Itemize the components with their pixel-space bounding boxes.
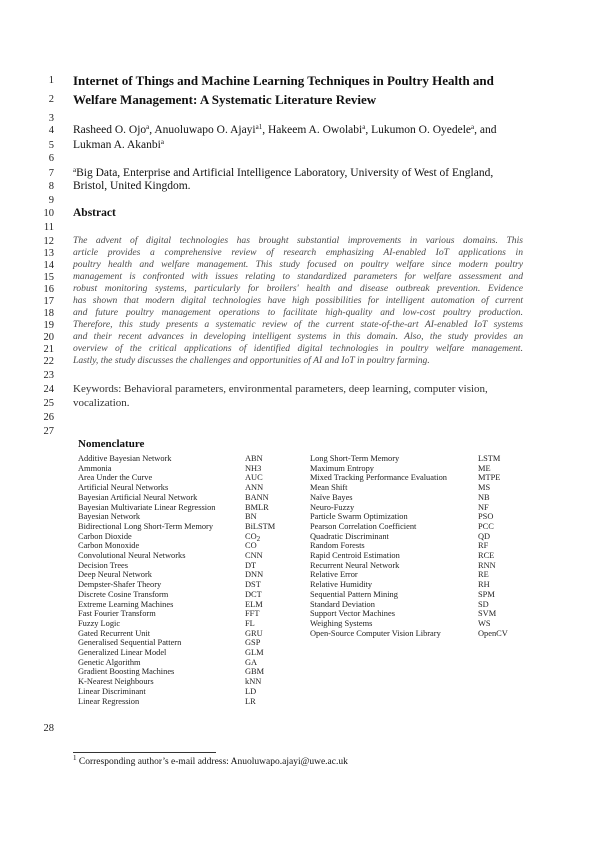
abstract-line: management is confronted with issues relating to standardized parameters for welfare assessment and [73, 271, 523, 282]
nomenclature-abbreviation: WS [478, 618, 491, 628]
affiliation-line: $^a$Big Data, Enterprise and Artificial Intelligence Laboratory, University of West of England, [73, 166, 494, 179]
nomenclature-abbreviation: FFT [245, 609, 260, 619]
nomenclature-abbreviation: kNN [245, 677, 262, 687]
nomenclature-term: Genetic Algorithm [78, 657, 141, 667]
paper-title-line: Welfare Management: A Systematic Literature Review [73, 92, 377, 107]
nomenclature-abbreviation: $CO_2$ [245, 531, 261, 543]
line-number: 10 [43, 208, 54, 219]
nomenclature-abbreviation: RNN [478, 560, 496, 570]
nomenclature-term: Mean Shift [310, 483, 348, 493]
nomenclature-abbreviation: DST [245, 580, 261, 590]
affiliation-mark: a [471, 123, 475, 131]
nomenclature-abbreviation: ELM [245, 599, 263, 609]
line-number: 18 [43, 308, 54, 319]
nomenclature-term: Mixed Tracking Performance Evaluation [310, 473, 447, 483]
nomenclature-term: Standard Deviation [310, 599, 375, 609]
nomenclature-term: Long Short-Term Memory [310, 454, 400, 463]
nomenclature-abbreviation: ANN [245, 483, 264, 493]
abstract-line: Therefore, this study presents a systematic review of the current state-of-the-art AI-enabled IoT systems [73, 319, 523, 330]
author-name: Anuoluwapo O. Ajayi [154, 124, 256, 136]
nomenclature-abbreviation: DT [245, 560, 257, 570]
line-number: 28 [43, 723, 54, 734]
paper-title-line: Internet of Things and Machine Learning Techniques in Poultry Health and [73, 73, 494, 88]
affiliation-mark: a [160, 138, 164, 146]
nomenclature-abbreviation: SPM [478, 589, 495, 599]
nomenclature-term: Fast Fourier Transform [78, 609, 156, 619]
nomenclature-term: Dempster-Shafer Theory [78, 580, 162, 590]
affiliation-mark: a [146, 123, 150, 131]
nomenclature-abbreviation: OpenCV [478, 628, 508, 638]
nomenclature-abbreviation: LSTM [478, 454, 501, 463]
author-list-cont [73, 139, 523, 151]
abstract-line: and future poultry management operations to facilitate high-quality and low-cost poultry production. [73, 307, 523, 318]
nomenclature-term: Gradient Boosting Machines [78, 667, 175, 677]
nomenclature-abbreviation: BiLSTM [245, 521, 276, 531]
line-number: 24 [43, 384, 54, 395]
line-number: 14 [43, 260, 54, 271]
nomenclature-term: Relative Error [310, 570, 358, 580]
nomenclature-term: Naïve Bayes [310, 492, 353, 502]
keywords-line: vocalization. [73, 397, 130, 409]
nomenclature-term: Quadratic Discriminant [310, 531, 389, 541]
line-number: 9 [48, 195, 54, 206]
affiliation-mark: a1 [255, 123, 263, 131]
line-number: 16 [43, 284, 54, 295]
abstract-line: poultry health and welfare management. This study focused on poultry welfare since modern poultry [73, 259, 523, 270]
nomenclature-term: Generalized Linear Model [78, 648, 167, 657]
abstract-line: The advent of digital technologies has brought substantial improvements in various domains. This [73, 235, 523, 246]
nomenclature-term: Decision Trees [78, 560, 129, 570]
line-number: 17 [43, 296, 54, 307]
nomenclature-abbreviation: CO [245, 541, 257, 551]
nomenclature-abbreviation: AUC [245, 473, 263, 483]
author-list: Rasheed O. Ojo$^a$, Anuoluwapo O. Ajayi$^{a1}$, Hakeem A. Owolabi$^a$, Lukumon O. Oyedele$^a$, and [73, 123, 497, 136]
abstract-line: article provides a comprehensive review of research emphasizing AI-enabled IoT applications in [73, 247, 523, 258]
affiliation-mark: a [362, 123, 366, 131]
nomenclature-abbreviation: RH [478, 580, 490, 590]
keywords-line: Keywords: Behavioral parameters, environmental parameters, deep learning, computer vision, [73, 383, 488, 395]
nomenclature-abbreviation: NF [478, 502, 489, 512]
line-number: 11 [43, 222, 54, 233]
nomenclature-abbreviation: RCE [478, 551, 495, 560]
nomenclature-abbreviation: GA [245, 657, 258, 667]
nomenclature-term: Linear Discriminant [78, 686, 146, 696]
line-number: 2 [48, 94, 54, 105]
line-number: 21 [43, 344, 54, 355]
nomenclature-term: Artificial Neural Networks [78, 483, 169, 493]
nomenclature-term: Rapid Centroid Estimation [310, 551, 400, 560]
nomenclature-term: Random Forests [310, 541, 365, 551]
nomenclature-term: Neuro-Fuzzy [310, 502, 355, 512]
nomenclature-abbreviation: RE [478, 570, 489, 580]
nomenclature-abbreviation: DCT [245, 589, 262, 599]
nomenclature-abbreviation: CNN [245, 551, 263, 560]
nomenclature-abbreviation: LD [245, 686, 257, 696]
line-number: 6 [48, 153, 54, 164]
line-number: 13 [43, 248, 54, 259]
nomenclature-abbreviation: SD [478, 599, 489, 609]
abstract-line: overview of the critical applications of identified digital technologies in poultry welfare management. [73, 343, 523, 354]
nomenclature-term: Support Vector Machines [310, 609, 395, 619]
nomenclature-term: Generalised Sequential Pattern [78, 638, 182, 648]
author-name: Hakeem A. Owolabi [268, 124, 363, 136]
footnote-text: Corresponding author’s e-mail address: Anuoluwapo.ajayi@uwe.ac.uk [78, 757, 348, 767]
nomenclature-abbreviation: ME [478, 463, 491, 473]
nomenclature-term: Weighing Systems [310, 618, 373, 628]
line-number: 22 [43, 356, 54, 367]
nomenclature-term: K-Nearest Neighbours [78, 677, 154, 687]
nomenclature-term: Sequential Pattern Mining [310, 589, 398, 599]
nomenclature-abbreviation: BANN [245, 492, 269, 502]
nomenclature-abbreviation: GLM [245, 648, 264, 657]
nomenclature-term: Ammonia [78, 463, 112, 473]
nomenclature-abbreviation: FL [245, 618, 255, 628]
nomenclature-term: Gated Recurrent Unit [78, 628, 151, 638]
nomenclature-term: Open-Source Computer Vision Library [310, 628, 441, 638]
line-number: 15 [43, 272, 54, 283]
affiliation-line: Bristol, United Kingdom. [73, 180, 191, 192]
nomenclature-term: Discrete Cosine Transform [78, 589, 169, 599]
nomenclature-term: Area Under the Curve [78, 473, 153, 483]
line-number: 20 [43, 332, 54, 343]
abstract-line: Lastly, the study discusses the challenges and opportunities of AI and IoT in poultry farming. [73, 355, 430, 366]
author-name: Lukman A. Akanbi [73, 139, 161, 151]
nomenclature-abbreviation: PCC [478, 521, 494, 531]
nomenclature-term: Convolutional Neural Networks [78, 551, 186, 560]
nomenclature-term: Bayesian Network [78, 512, 141, 522]
nomenclature-term: Bayesian Artificial Neural Network [78, 492, 198, 502]
line-number: 27 [43, 426, 54, 437]
footnote-rule [73, 752, 216, 753]
abstract-line: and their recent advances in developing intelligent systems in this domain. Also, the study provides an [73, 331, 523, 342]
nomenclature-abbreviation: ABN [245, 454, 263, 463]
nomenclature-abbreviation: LR [245, 696, 256, 706]
nomenclature-abbreviation: RF [478, 541, 489, 551]
line-number: 12 [43, 236, 54, 247]
nomenclature-abbreviation: GSP [245, 638, 261, 648]
line-number: 3 [48, 113, 54, 124]
nomenclature-abbreviation: BMLR [245, 502, 269, 512]
nomenclature-heading: Nomenclature [78, 438, 145, 450]
nomenclature-term: Extreme Learning Machines [78, 599, 174, 609]
nomenclature-abbreviation: MS [478, 483, 491, 493]
nomenclature-term: Additive Bayesian Network [78, 454, 172, 463]
nomenclature-abbreviation: MTPE [478, 473, 501, 483]
nomenclature-term: Bayesian Multivariate Linear Regression [78, 502, 216, 512]
nomenclature-abbreviation: SVM [478, 609, 497, 619]
line-number: 25 [43, 398, 54, 409]
nomenclature-term: Bidirectional Long Short-Term Memory [78, 521, 214, 531]
nomenclature-abbreviation: NH3 [245, 463, 262, 473]
nomenclature-term: Pearson Correlation Coefficient [310, 521, 417, 531]
line-number: 8 [48, 181, 54, 192]
nomenclature-abbreviation: GRU [245, 628, 263, 638]
line-number: 26 [43, 412, 54, 423]
abstract-line: has shown that modern digital technologies have high possibilities for intelligent automation of current [73, 295, 523, 306]
author-name: Rasheed O. Ojo [73, 124, 147, 136]
affiliation-mark: a [73, 166, 77, 174]
nomenclature-term: Recurrent Neural Network [310, 560, 400, 570]
footnote-mark: 1 [73, 754, 77, 762]
nomenclature-term: Maximum Entropy [310, 463, 374, 473]
nomenclature-abbreviation: PSO [478, 512, 494, 522]
line-number: 5 [48, 140, 54, 151]
line-number: 1 [48, 75, 54, 86]
nomenclature-abbreviation: BN [245, 512, 257, 522]
abstract-line: robust monitoring systems, particularly for broilers' health and disease outbreak prevention. Evidence [73, 283, 523, 294]
footnote [73, 754, 348, 767]
line-number: 19 [43, 320, 54, 331]
nomenclature-term: Deep Neural Network [78, 570, 152, 580]
nomenclature-term: Carbon Monoxide [78, 541, 140, 551]
nomenclature-abbreviation: NB [478, 492, 490, 502]
nomenclature-term: Carbon Dioxide [78, 531, 132, 541]
line-number: 23 [43, 370, 54, 381]
nomenclature-abbreviation: QD [478, 531, 491, 541]
nomenclature-abbreviation: GBM [245, 667, 265, 677]
nomenclature-term: Fuzzy Logic [78, 618, 121, 628]
line-number: 4 [48, 125, 54, 136]
line-number: 7 [48, 168, 54, 179]
author-name: Lukumon O. Oyedele [371, 124, 472, 136]
abstract-heading: Abstract [73, 207, 116, 219]
nomenclature-term: Particle Swarm Optimization [310, 512, 408, 522]
nomenclature-term: Relative Humidity [310, 580, 373, 590]
nomenclature-term: Linear Regression [78, 696, 140, 706]
nomenclature-abbreviation: DNN [245, 570, 264, 580]
